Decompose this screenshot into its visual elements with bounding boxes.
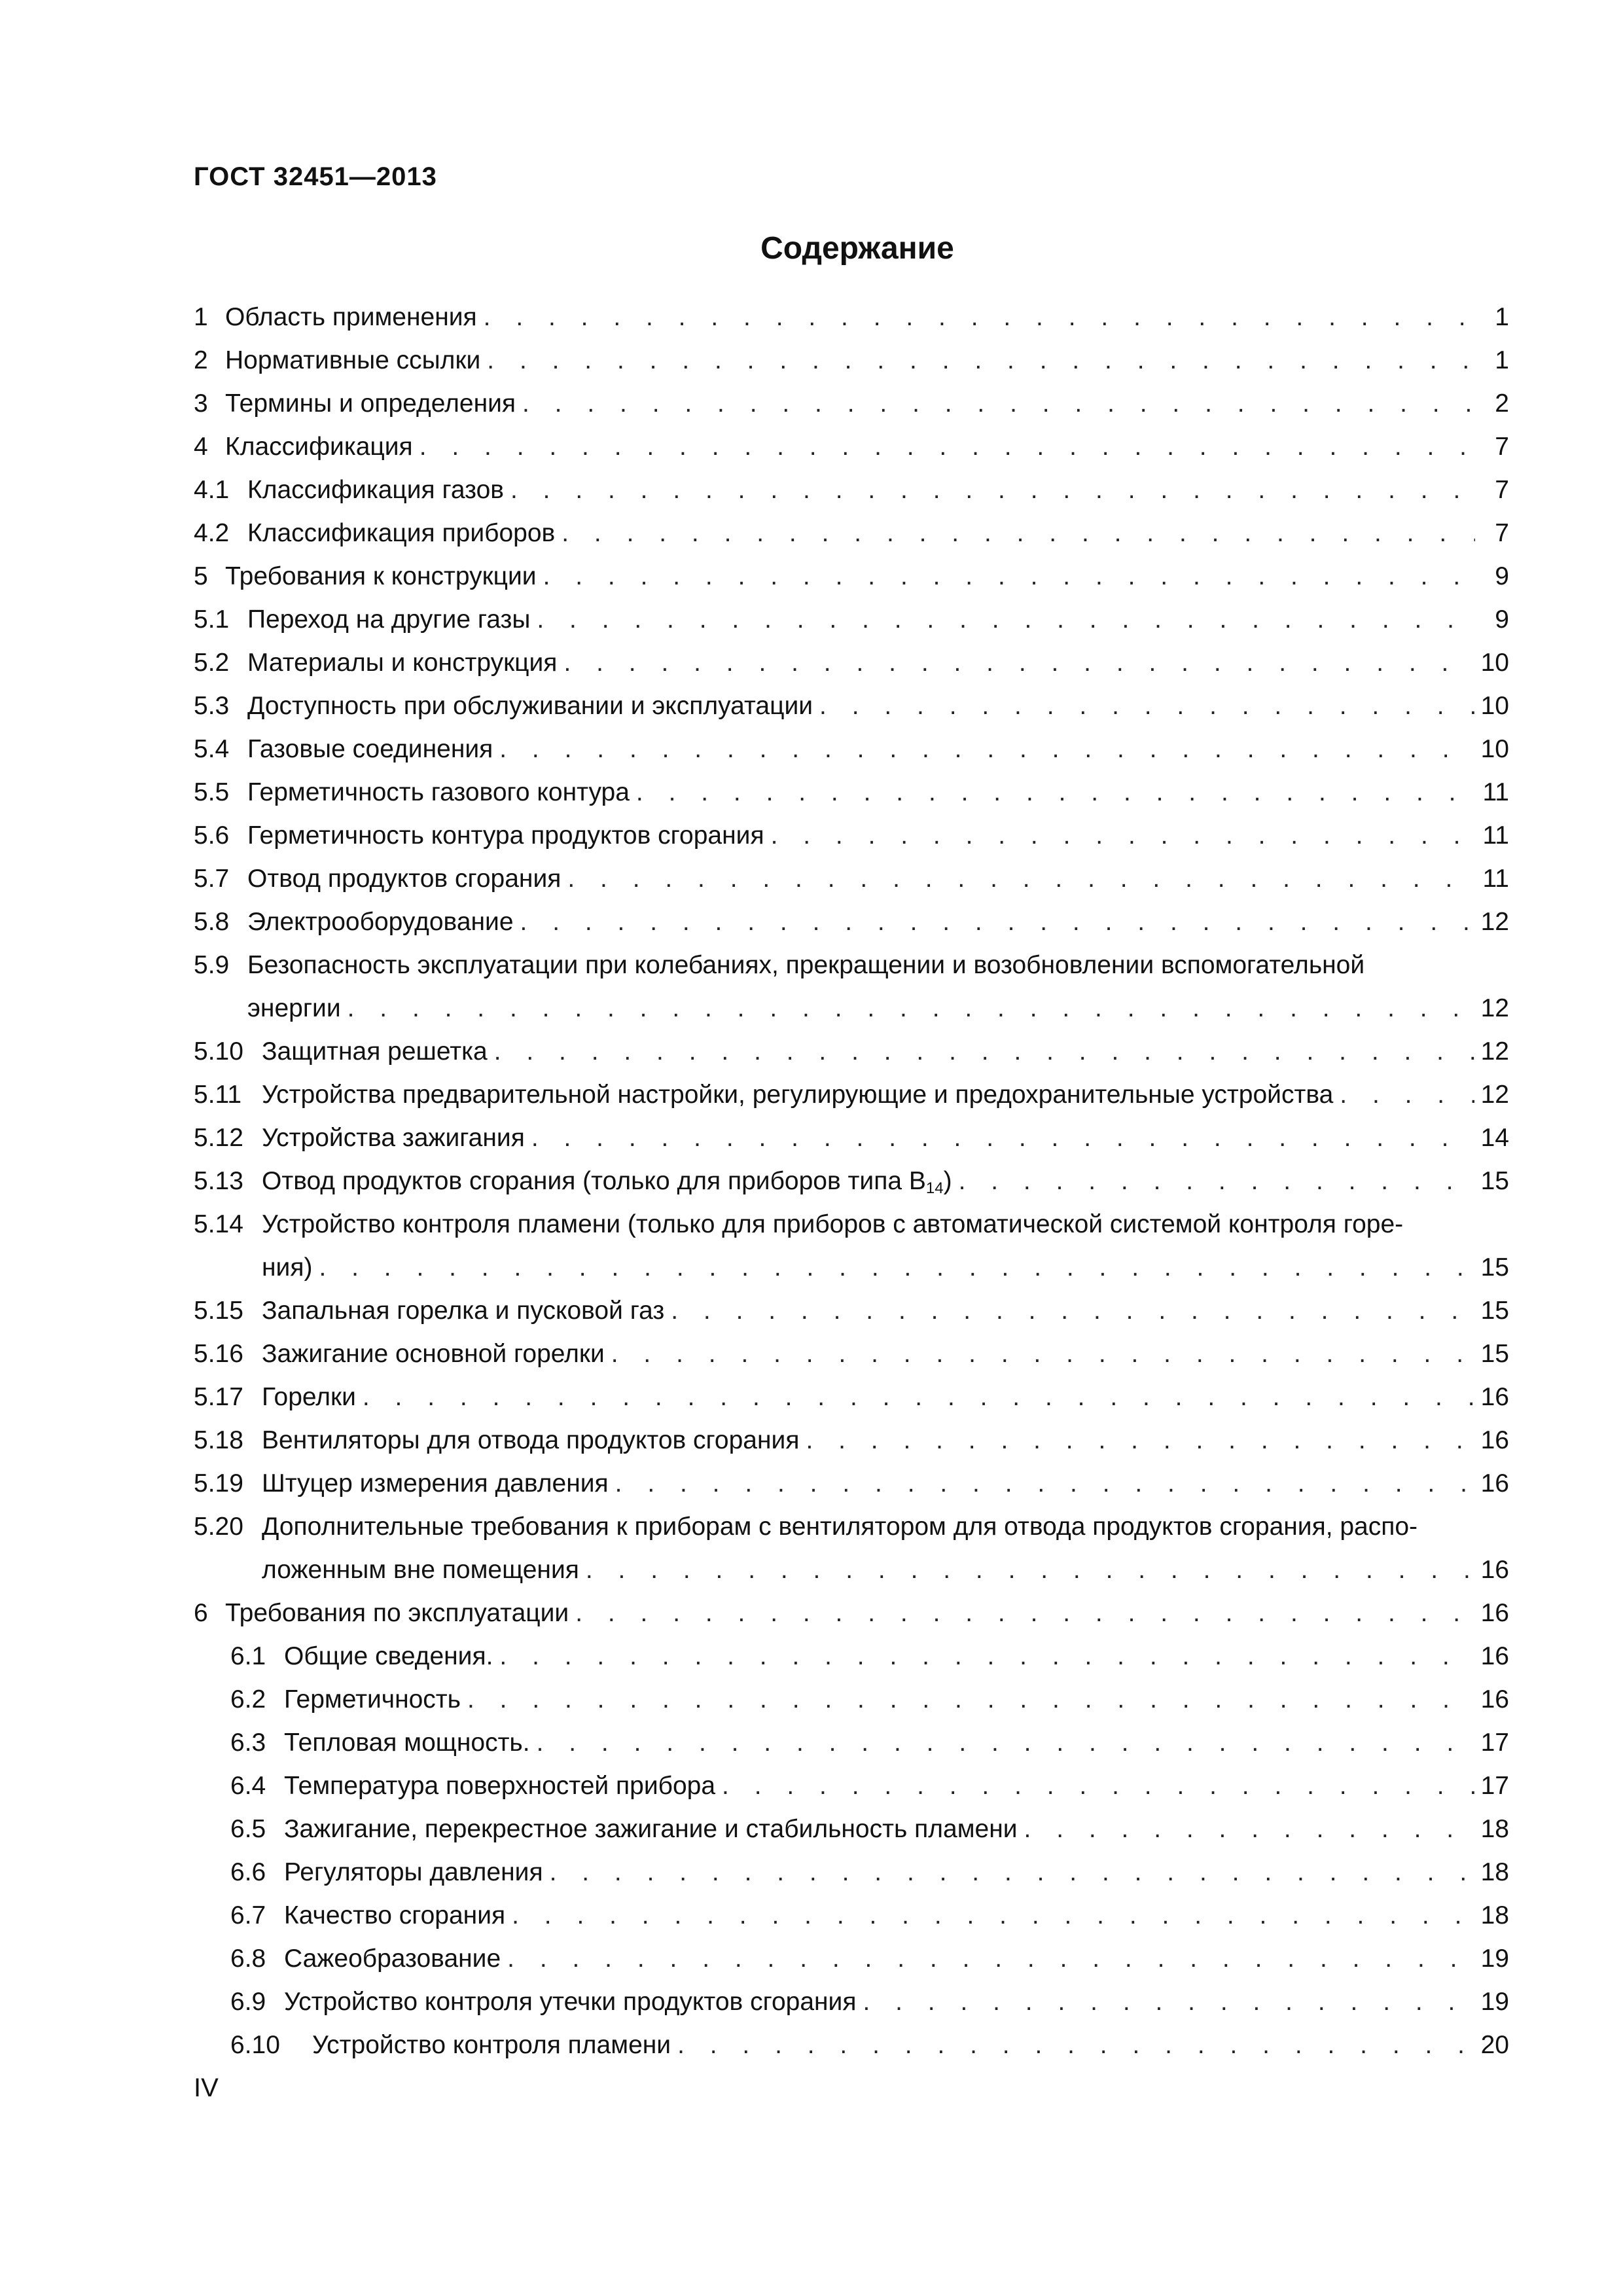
dot-leader — [819, 685, 1474, 728]
toc-entry-page: 16 — [1480, 1426, 1509, 1454]
toc-entry-title: Классификация газов — [247, 476, 504, 504]
dot-leader — [575, 1592, 1474, 1635]
toc-entry-number: 5.16 — [194, 1340, 243, 1368]
toc-entry-number: 4 — [194, 433, 208, 461]
toc-entry-page: 16 — [1480, 1383, 1509, 1411]
toc-entry — [194, 1419, 1509, 1462]
dot-leader — [499, 728, 1474, 771]
toc-entry-title: Качество сгорания — [284, 1901, 506, 1929]
toc-entry-page: 1 — [1495, 303, 1509, 331]
dot-leader — [543, 555, 1475, 598]
toc-entry-number: 5.19 — [194, 1469, 243, 1498]
toc-entry-title: Защитная решетка — [262, 1037, 488, 1066]
toc-entry-number: 5.8 — [194, 908, 230, 936]
toc-entry — [194, 598, 1509, 641]
toc-entry-number: 6.10 — [230, 2031, 280, 2059]
dot-leader — [586, 1549, 1474, 1592]
toc-entry — [194, 469, 1509, 512]
toc-entry-title: Герметичность газового контура — [247, 778, 630, 806]
toc-entry-title: Требования к конструкции — [225, 562, 537, 590]
toc-entry — [194, 1678, 1509, 1721]
toc-entry-number: 2 — [194, 346, 208, 374]
dot-leader — [771, 814, 1475, 857]
toc-entry — [194, 1851, 1509, 1894]
toc-entry-title-line1: Дополнительные требования к приборам с вентилятором для отвода продуктов сгорания, распо- — [262, 1513, 1418, 1541]
toc-entry — [194, 1592, 1509, 1635]
toc-entry-page: 20 — [1480, 2031, 1509, 2059]
toc-entry-title: Горелки — [262, 1383, 356, 1411]
toc-entry-title: Штуцер измерения давления — [262, 1469, 609, 1498]
toc-entry-title: Отвод продуктов сгорания (только для приборов типа $B_{14}$) — [262, 1167, 952, 1197]
toc-entry-title: Вентиляторы для отвода продуктов сгорания — [262, 1426, 800, 1454]
dot-leader — [522, 382, 1475, 425]
toc-entry-title-line1: Безопасность эксплуатации при колебаниях, прекращении и возобновлении вспомогательной — [247, 951, 1365, 979]
toc-entry-number: 5.18 — [194, 1426, 243, 1454]
dot-leader — [677, 2024, 1474, 2067]
dot-leader — [494, 1030, 1474, 1073]
toc-entry — [194, 857, 1509, 901]
toc-entry — [194, 1937, 1509, 1981]
toc-entry-page: 19 — [1480, 1988, 1509, 2016]
toc-entry-page: 9 — [1495, 562, 1509, 590]
toc-entry — [194, 2024, 1509, 2067]
toc-entry-number: 5.9 — [194, 951, 230, 979]
toc-entry-page: 9 — [1495, 605, 1509, 634]
dot-leader — [722, 1765, 1474, 1808]
toc-entry-title: Тепловая мощность. — [284, 1729, 530, 1757]
toc-entry-page: 12 — [1480, 908, 1509, 936]
toc-entry-title: Запальная горелка и пусковой газ — [262, 1297, 665, 1325]
toc-entry-number: 5.6 — [194, 821, 230, 850]
toc-entry-title: Зажигание, перекрестное зажигание и стабильность пламени — [284, 1815, 1018, 1843]
toc-entry-title: Переход на другие газы — [247, 605, 531, 634]
dot-leader — [1024, 1808, 1474, 1851]
toc-entry-title: Нормативные ссылки — [225, 346, 481, 374]
toc-entry-number: 3 — [194, 389, 208, 418]
toc-entry-title: Электрооборудование — [247, 908, 514, 936]
toc-entry-number: 6 — [194, 1599, 208, 1627]
toc-entry-title: Герметичность контура продуктов сгорания — [247, 821, 764, 850]
toc-entry-title: Зажигание основной горелки — [262, 1340, 605, 1368]
toc-entry-number: 5.7 — [194, 865, 230, 893]
toc-entry-title: Регуляторы давления — [284, 1858, 543, 1886]
toc-entry-number: 5 — [194, 562, 208, 590]
dot-leader — [319, 1246, 1474, 1289]
toc-entry-page: 18 — [1480, 1815, 1509, 1843]
toc-entry-page: 18 — [1480, 1901, 1509, 1929]
dot-leader — [537, 1721, 1474, 1765]
table-of-contents — [194, 296, 1509, 2067]
toc-entry-title: Температура поверхностей прибора — [284, 1772, 716, 1800]
dot-leader — [348, 987, 1474, 1030]
toc-entry-title: ния) — [262, 1253, 313, 1282]
toc-entry-number: 6.8 — [230, 1945, 266, 1973]
toc-entry-title: Доступность при обслуживании и эксплуатации — [247, 692, 813, 720]
toc-entry-number: 6.7 — [230, 1901, 266, 1929]
toc-entry-page: 16 — [1480, 1642, 1509, 1670]
toc-entry-page: 7 — [1495, 519, 1509, 547]
toc-entry-page: 10 — [1480, 649, 1509, 677]
toc-entry-number: 5.12 — [194, 1124, 243, 1152]
toc-entry-number: 5.17 — [194, 1383, 243, 1411]
toc-entry — [194, 1505, 1509, 1592]
toc-entry-page: 15 — [1480, 1340, 1509, 1368]
toc-entry-title: Устройство контроля пламени — [312, 2031, 671, 2059]
toc-entry-title: Общие сведения. — [284, 1642, 493, 1670]
toc-entry-number: 1 — [194, 303, 208, 331]
toc-entry-number: 5.11 — [194, 1081, 242, 1109]
toc-entry-title: Устройства предварительной настройки, регулирующие и предохранительные устройства — [262, 1081, 1334, 1109]
toc-entry — [194, 1203, 1509, 1289]
toc-entry-number: 5.4 — [194, 735, 230, 763]
dot-leader — [484, 296, 1475, 339]
toc-entry — [194, 1073, 1509, 1117]
toc-entry-page: 2 — [1495, 389, 1509, 418]
toc-entry — [194, 901, 1509, 944]
dot-leader — [615, 1462, 1474, 1505]
page-title: Содержание — [760, 231, 954, 266]
toc-entry — [194, 641, 1509, 685]
toc-entry-page: 12 — [1480, 1081, 1509, 1109]
toc-entry — [194, 1981, 1509, 2024]
toc-entry-page: 10 — [1480, 692, 1509, 720]
toc-entry-title: ложенным вне помещения — [262, 1556, 579, 1584]
dot-leader — [636, 771, 1475, 814]
toc-entry-page: 1 — [1495, 346, 1509, 374]
toc-entry-number: 5.1 — [194, 605, 230, 634]
dot-leader — [512, 1894, 1474, 1937]
dot-leader — [510, 469, 1475, 512]
toc-entry-page: 7 — [1495, 433, 1509, 461]
toc-entry-number: 6.1 — [230, 1642, 266, 1670]
dot-leader — [611, 1333, 1474, 1376]
toc-entry — [194, 1333, 1509, 1376]
toc-entry — [194, 1289, 1509, 1333]
toc-entry-number: 5.20 — [194, 1513, 243, 1541]
toc-entry — [194, 1635, 1509, 1678]
toc-entry-page: 16 — [1480, 1469, 1509, 1498]
toc-entry-number: 4.1 — [194, 476, 230, 504]
toc-entry-title-line1: Устройство контроля пламени (только для приборов с автоматической системой контроля горе- — [262, 1210, 1404, 1238]
toc-entry-number: 5.14 — [194, 1210, 243, 1238]
toc-entry — [194, 814, 1509, 857]
toc-entry — [194, 555, 1509, 598]
dot-leader — [419, 425, 1475, 469]
toc-entry-title: Требования по эксплуатации — [225, 1599, 569, 1627]
toc-entry-page: 7 — [1495, 476, 1509, 504]
toc-entry — [194, 1376, 1509, 1419]
toc-entry-title: Герметичность — [284, 1685, 461, 1713]
toc-entry — [194, 1030, 1509, 1073]
toc-entry-page: 18 — [1480, 1858, 1509, 1886]
toc-entry-page: 16 — [1480, 1556, 1509, 1584]
dot-leader — [959, 1160, 1474, 1203]
toc-entry-title: Газовые соединения — [247, 735, 493, 763]
toc-entry — [194, 1765, 1509, 1808]
toc-entry-page: 17 — [1480, 1772, 1509, 1800]
toc-entry-page: 12 — [1480, 1037, 1509, 1066]
toc-entry-title: Классификация приборов — [247, 519, 556, 547]
dot-leader — [563, 641, 1474, 685]
toc-entry-title: Отвод продуктов сгорания — [247, 865, 562, 893]
toc-entry-title: Термины и определения — [225, 389, 516, 418]
toc-entry-title: Материалы и конструкция — [247, 649, 558, 677]
toc-entry-number: 6.9 — [230, 1988, 266, 2016]
dot-leader — [806, 1419, 1474, 1462]
toc-entry — [194, 296, 1509, 339]
toc-entry-number: 6.2 — [230, 1685, 266, 1713]
toc-entry-page: 10 — [1480, 735, 1509, 763]
toc-entry-number: 6.3 — [230, 1729, 266, 1757]
document-header: ГОСТ 32451—2013 — [194, 162, 437, 191]
toc-entry-page: 16 — [1480, 1599, 1509, 1627]
dot-leader — [671, 1289, 1474, 1333]
dot-leader — [1340, 1073, 1474, 1117]
toc-entry — [194, 512, 1509, 555]
toc-entry — [194, 1808, 1509, 1851]
toc-entry — [194, 944, 1509, 1030]
toc-entry-page: 11 — [1482, 865, 1509, 893]
dot-leader — [567, 857, 1475, 901]
toc-entry-number: 5.15 — [194, 1297, 243, 1325]
toc-entry-number: 5.2 — [194, 649, 230, 677]
toc-entry-page: 12 — [1480, 994, 1509, 1022]
dot-leader — [537, 598, 1475, 641]
toc-entry-number: 6.5 — [230, 1815, 266, 1843]
dot-leader — [550, 1851, 1474, 1894]
toc-entry — [194, 382, 1509, 425]
toc-entry-title: Устройство контроля утечки продуктов сгорания — [284, 1988, 857, 2016]
toc-entry-page: 11 — [1482, 778, 1509, 806]
toc-entry — [194, 728, 1509, 771]
toc-entry-title: Классификация — [225, 433, 413, 461]
page-number: IV — [194, 2073, 219, 2102]
toc-entry-page: 17 — [1480, 1729, 1509, 1757]
dot-leader — [487, 339, 1475, 382]
toc-entry — [194, 771, 1509, 814]
toc-entry — [194, 1160, 1509, 1203]
toc-entry — [194, 685, 1509, 728]
toc-entry-title: Область применения — [225, 303, 477, 331]
toc-entry-page: 14 — [1480, 1124, 1509, 1152]
toc-entry-number: 5.3 — [194, 692, 230, 720]
toc-entry-page: 15 — [1480, 1167, 1509, 1195]
toc-entry — [194, 1894, 1509, 1937]
dot-leader — [562, 512, 1475, 555]
toc-entry-page: 15 — [1480, 1297, 1509, 1325]
toc-entry-number: 4.2 — [194, 519, 230, 547]
toc-entry-title: Устройства зажигания — [262, 1124, 525, 1152]
toc-entry-page: 19 — [1480, 1945, 1509, 1973]
dot-leader — [499, 1635, 1474, 1678]
toc-entry — [194, 425, 1509, 469]
toc-entry — [194, 1462, 1509, 1505]
dot-leader — [863, 1981, 1474, 2024]
toc-entry-page: 15 — [1480, 1253, 1509, 1282]
toc-entry-title: Сажеобразование — [284, 1945, 501, 1973]
dot-leader — [507, 1937, 1474, 1981]
toc-entry-number: 6.6 — [230, 1858, 266, 1886]
toc-entry-title: энергии — [247, 994, 341, 1022]
toc-entry-number: 5.13 — [194, 1167, 243, 1195]
toc-entry-page: 16 — [1480, 1685, 1509, 1713]
toc-entry-number: 5.10 — [194, 1037, 243, 1066]
toc-entry — [194, 339, 1509, 382]
dot-leader — [467, 1678, 1474, 1721]
toc-entry-page: 11 — [1482, 821, 1509, 850]
toc-entry — [194, 1721, 1509, 1765]
dot-leader — [531, 1117, 1474, 1160]
toc-entry-number: 5.5 — [194, 778, 230, 806]
dot-leader — [363, 1376, 1474, 1419]
toc-entry — [194, 1117, 1509, 1160]
subscript: 14 — [925, 1179, 944, 1197]
dot-leader — [520, 901, 1474, 944]
toc-entry-number: 6.4 — [230, 1772, 266, 1800]
